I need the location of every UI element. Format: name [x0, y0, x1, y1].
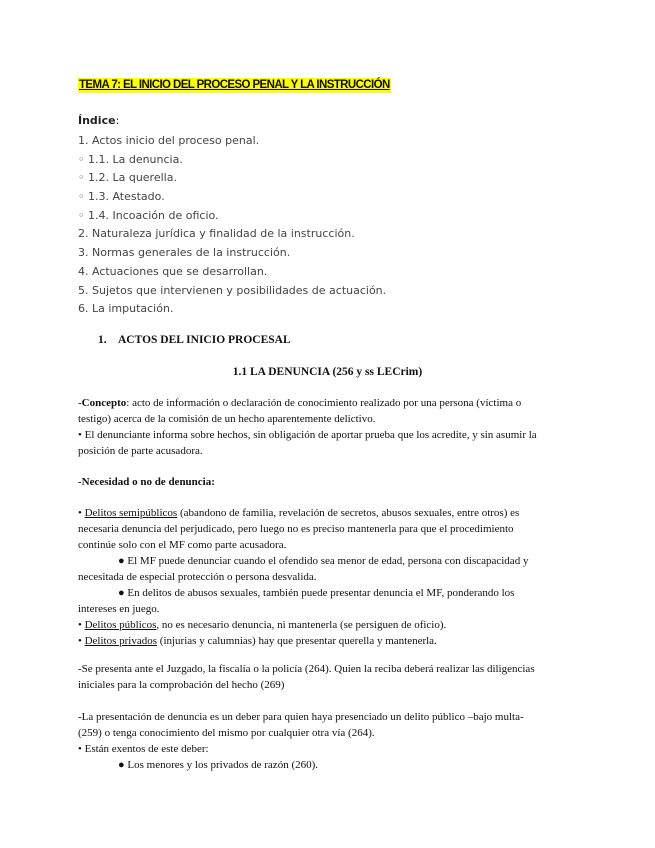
deber-paragraph [78, 709, 578, 773]
toc-item: 2. Naturaleza jurídica y finalidad de la instrucción. [78, 227, 355, 241]
toc-item: 6. La imputación. [78, 302, 174, 316]
subsection-title: 1.1 LA DENUNCIA (256 y ss LECrim) [232, 366, 423, 378]
toc-item: 3. Normas generales de la instrucción. [78, 246, 291, 260]
sub-bullet-line: ● Los menores y los privados de razón (260). [118, 759, 319, 771]
necesidad-heading-block [78, 474, 578, 490]
deber-line: • Están exentos de este deber: [78, 743, 209, 755]
semipublicos-text: (abandono de familia, revelación de secretos, abusos sexuales, entre otros) es [177, 507, 520, 519]
publicos-term: Delitos públicos [84, 619, 157, 631]
necesidad-heading: -Necesidad o no de denuncia: [78, 476, 215, 488]
deber-line: -La presentación de denuncia es un deber para quien haya presenciado un delito público –bajo multa- [78, 711, 524, 723]
subsection-heading [0, 366, 655, 378]
semipublicos-line: continúe solo con el MF como parte acusadora. [78, 539, 287, 551]
semipublicos-line: necesaria denuncia del perjudicado, pero luego no es preciso mantenerla para que el procedimiento [78, 523, 514, 535]
toc-item: ◦ 1.2. La querella. [78, 171, 177, 185]
section-heading [98, 334, 291, 346]
privados-term: Delitos privados [84, 635, 158, 647]
sub-bullet-line: necesitada de especial protección o persona desvalida. [78, 571, 317, 583]
concepto-line: posición de parte acusadora. [78, 445, 203, 457]
sub-bullet-line: ● En delitos de abusos sexuales, también puede presentar denuncia el MF, ponderando los [118, 587, 515, 599]
toc-item: 5. Sujetos que intervienen y posibilidades de actuación. [78, 283, 387, 297]
publicos-text: , no es necesario denuncia, ni mantenerla (se persiguen de oficio). [156, 619, 447, 631]
presenta-paragraph [78, 661, 578, 693]
privados-text: (injurias y calumnias) hay que presentar querella y mantenerla. [157, 635, 437, 647]
toc-item: 4. Actuaciones que se desarrollan. [78, 264, 268, 278]
bullet: • [78, 619, 85, 631]
table-of-contents [78, 132, 386, 319]
document-title: TEMA 7: EL INICIO DEL PROCESO PENAL Y LA INSTRUCCIÓN [79, 79, 390, 91]
concepto-line: testigo) acerca de la comisión de un hecho aparentemente delictivo. [78, 413, 376, 425]
toc-item: ◦ 1.1. La denuncia. [78, 152, 183, 166]
presenta-line: -Se presenta ante el Juzgado, la fiscalía o la policía (264). Quien la reciba deberá realizar las diligencias [78, 663, 535, 675]
concepto-label: Concepto [81, 397, 127, 409]
bullet: • [78, 635, 85, 647]
sub-bullet-line: ● El MF puede denunciar cuando el ofendido sea menor de edad, persona con discapacidad y [118, 555, 529, 567]
bullet: • [78, 507, 85, 519]
concepto-text: : acto de información o declaración de conocimiento realizado por una persona (víctima o [126, 397, 522, 409]
section-number: 1. [98, 334, 107, 346]
index-heading [78, 114, 119, 127]
toc-item: ◦ 1.4. Incoación de oficio. [78, 208, 219, 222]
section-title: ACTOS DEL INICIO PROCESAL [118, 334, 291, 346]
deber-line: (259) o tenga conocimiento del mismo por cualquier otra vía (264). [78, 727, 375, 739]
concepto-paragraph: -Concepto: acto de información o declaración de conocimiento realizado por una persona (víctima o testigo) acerca de la comisión de un hecho aparentemente delictivo. • El denunciante informa sobre hechos, sin obligación de aportar prueba que los acredite, y sin asumir la posición de parte acusadora. [78, 395, 578, 459]
toc-item: 1. Actos inicio del proceso penal. [78, 134, 260, 147]
presenta-line: iniciales para la comprobación del hecho (269) [78, 679, 285, 691]
concepto-line: • El denunciante informa sobre hechos, sin obligación de aportar prueba que los acredite, y sin asumir la [78, 429, 537, 441]
index-colon: : [115, 114, 120, 127]
index-label: Índice [78, 114, 116, 127]
sub-bullet-line: intereses en juego. [78, 603, 160, 615]
delitos-paragraph [78, 505, 578, 649]
semipublicos-term: Delitos semipúblicos [84, 507, 178, 519]
toc-item: ◦ 1.3. Atestado. [78, 190, 165, 204]
